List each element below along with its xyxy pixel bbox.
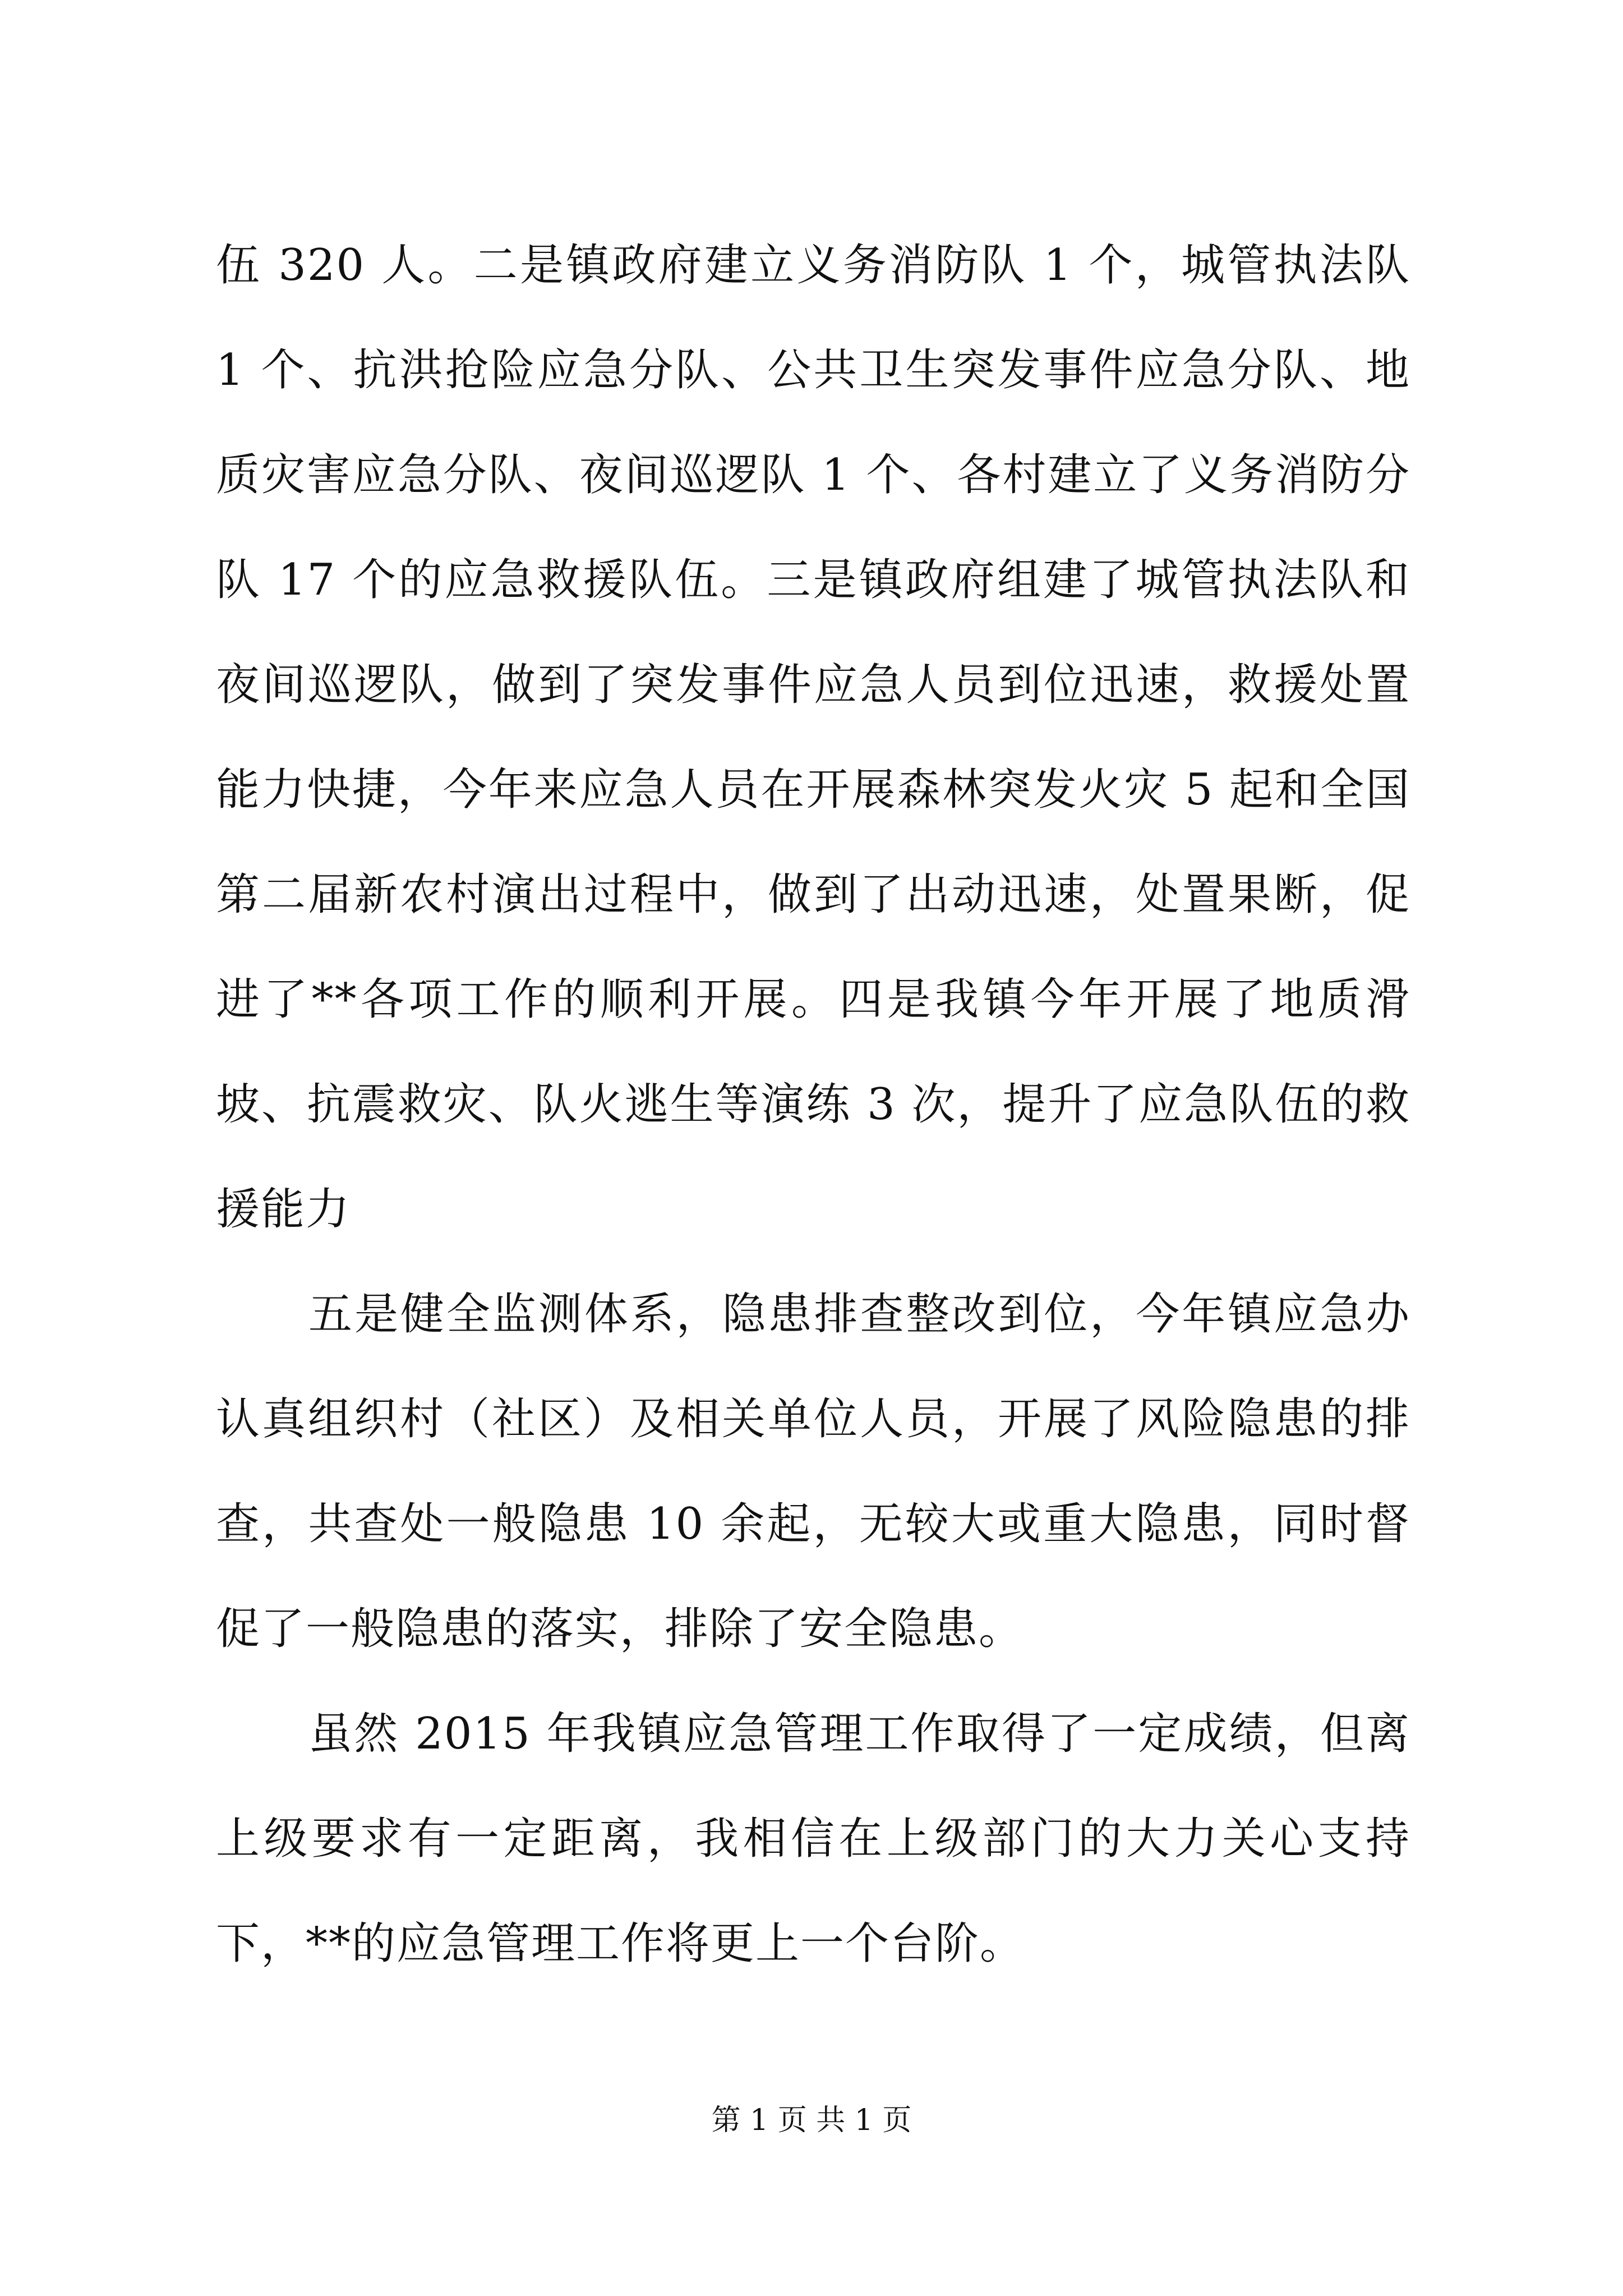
document-body [216, 213, 1410, 1996]
paragraph-monitoring-system: 五是健全监测体系，隐患排查整改到位，今年镇应急办认真组织村（社区）及相关单位人员，开展了风险隐患的排查，共查处一般隐患 10 余起，无较大或重大隐患，同时督促了一般隐患的落实，排除了安全隐患。 [216, 1289, 1410, 1654]
paragraph-conclusion: 虽然 2015 年我镇应急管理工作取得了一定成绩，但离上级要求有一定距离，我相信在上级部门的大力关心支持下，**的应急管理工作将更上一个台阶。 [216, 1709, 1410, 1969]
paragraph-continued: 伍 320 人。二是镇政府建立义务消防队 1 个，城管执法队 1 个、抗洪抢险应急分队、公共卫生突发事件应急分队、地质灾害应急分队、夜间巡逻队 1 个、各村建立了义务消防分队 17 个的应急救援队伍。三是镇政府组建了城管执法队和夜间巡逻队，做到了突发事件应急人员到位迅速，救援处置能力快捷，今年来应急人员在开展森林突发火灾 5 起和全国第二届新农村演出过程中，做到了出动迅速，处置果断，促进了**各项工作的顺利开展。四是我镇今年开展了地质滑坡、抗震救灾、队火逃生等演练 3 次，提升了应急队伍的救援能力 [216, 240, 1410, 1235]
page-number-footer: 第 1 页 共 1 页 [711, 2104, 912, 2137]
